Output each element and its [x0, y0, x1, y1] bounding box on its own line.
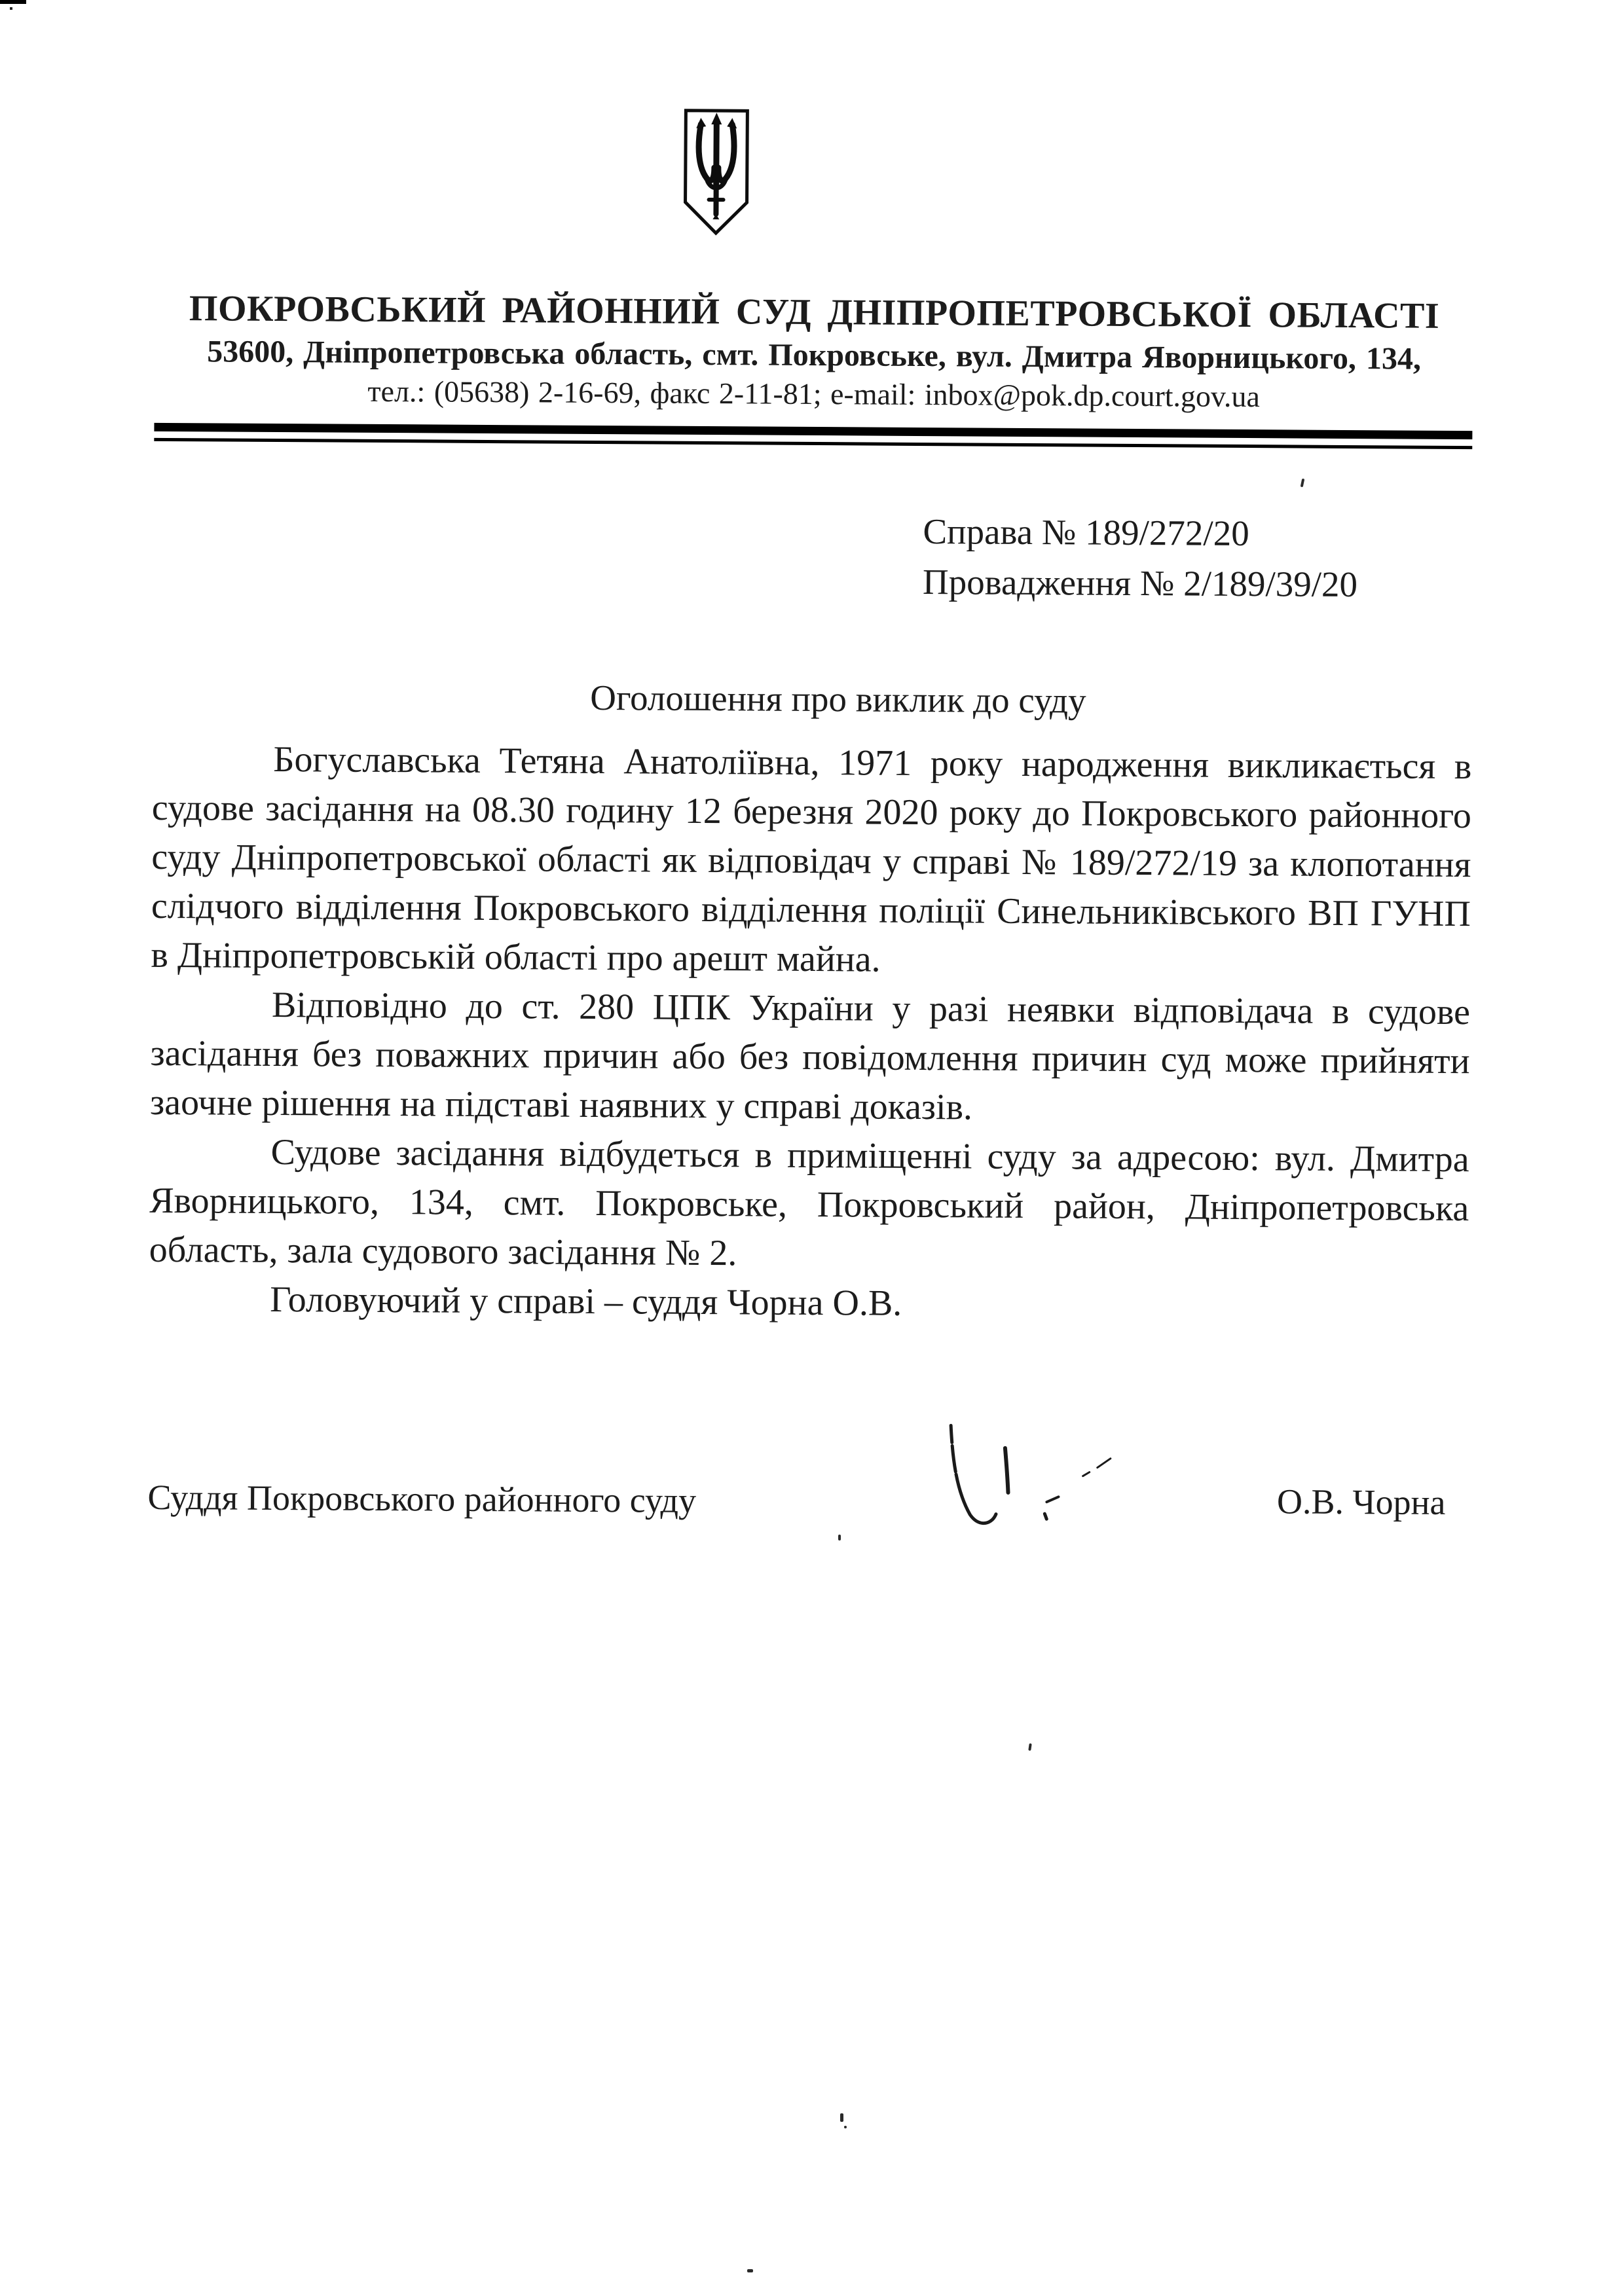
scan-speck — [747, 2269, 753, 2272]
case-number-line: Справа № 189/272/20 — [923, 511, 1249, 554]
scan-speck — [838, 1535, 841, 1540]
signer-name: О.В. Чорна — [1276, 1482, 1446, 1522]
handwritten-signature — [940, 1416, 1124, 1545]
scan-speck — [840, 2113, 843, 2122]
court-address: 53600, Дніпропетровська область, смт. Покровське, вул. Дмитра Яворницького, 134, — [207, 334, 1422, 377]
body-paragraph: Відповідно до ст. 280 ЦПК України у разі неявки відповідача в судове засідання без поважних причин або без повідомлення причин суд може прийняти заочне рішення на підставі наявних у справі доказів. — [149, 984, 1471, 1128]
proceeding-number-line: Провадження № 2/189/39/20 — [922, 562, 1358, 605]
case-info-block — [923, 506, 1358, 610]
court-contacts: тел.: (05638) 2-16-69, факс 2-11-81; e-mail: inbox@pok.dp.court.gov.ua — [367, 374, 1261, 414]
letterhead — [130, 289, 1499, 415]
divider-thin-line — [154, 438, 1472, 449]
divider-thick-line — [154, 423, 1472, 439]
court-name: ПОКРОВСЬКИЙ РАЙОННИЙ СУД ДНІПРОПЕТРОВСЬКОЇ ОБЛАСТІ — [189, 288, 1440, 337]
body-paragraph: Богуславська Тетяна Анатоліївна, 1971 року народження викликається в судове засідання на 08.30 годину 12 березня 2020 року до Покровського районного суду Дніпропетровської області як відповідач у справі № 189/272/19 за клопотання слідчого відділення Покровського відділення поліції Синельниківського ВП ГУНП в Дніпропетровській області про арешт майна. — [151, 738, 1472, 980]
document-title: Оголошення про виклик до суду — [590, 677, 1086, 721]
body-paragraph: Головуючий у справі – суддя Чорна О.В. — [270, 1279, 902, 1324]
body-paragraph: Судове засідання відбудеться в приміщенні суду за адресою: вул. Дмитра Яворницького, 134, смт. Покровське, Покровський район, Дніпропетровська область, зала судового засідання № 2. — [149, 1131, 1469, 1274]
letterhead-divider — [154, 423, 1472, 449]
scan-speck — [844, 2126, 847, 2128]
signer-title: Суддя Покровського районного суду — [147, 1477, 697, 1520]
trident-icon — [680, 106, 752, 239]
ukraine-trident-emblem — [680, 106, 752, 239]
document-body — [149, 735, 1471, 1332]
